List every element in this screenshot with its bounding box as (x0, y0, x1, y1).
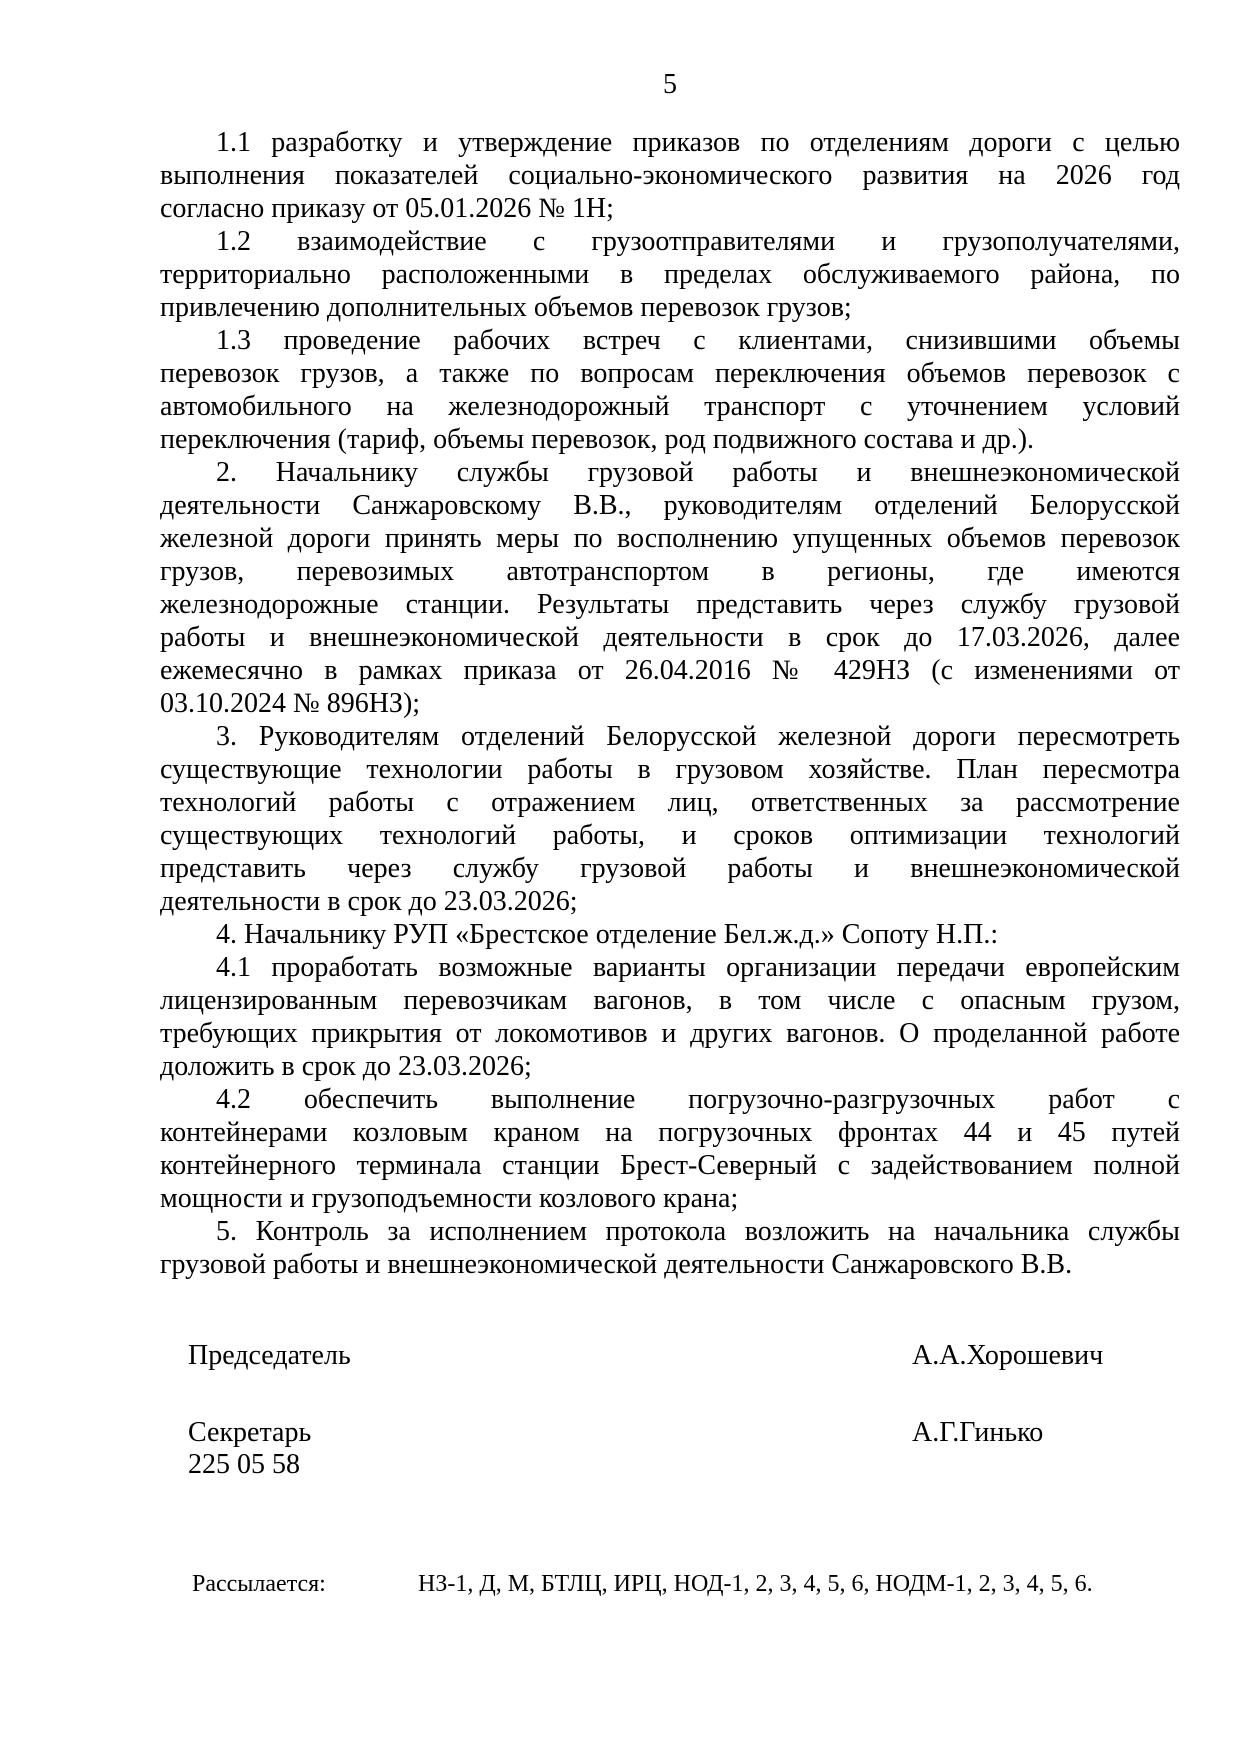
paragraph-line: лицензированным перевозчикам вагонов, в том числе с опасным грузом, (160, 985, 1180, 1016)
paragraph-line: работы и внешнеэкономической деятельности в срок до 17.03.2026, далее (160, 622, 1180, 653)
paragraph-line: 5. Контроль за исполнением протокола возложить на начальника службы (216, 1216, 1180, 1247)
signature-name-secretary: А.Г.Гинько (912, 1417, 1044, 1448)
paragraph (160, 456, 1180, 720)
distribution-list: НЗ-1, Д, М, БТЛЦ, ИРЦ, НОД-1, 2, 3, 4, 5, 6, НОДМ-1, 2, 3, 4, 5, 6. (418, 1571, 1093, 1597)
paragraph (160, 1083, 1180, 1215)
paragraph-line: железной дороги принять меры по восполнению упущенных объемов перевозок (160, 523, 1180, 554)
paragraph-line: 4. Начальнику РУП «Брестское отделение Бел.ж.д.» Сопоту Н.П.: (216, 919, 999, 950)
paragraph-line: перевозок грузов, а также по вопросам переключения объемов перевозок с (160, 358, 1180, 389)
page-number: 5 (663, 69, 677, 100)
paragraph-line: железнодорожные станции. Результаты представить через службу грузовой (160, 589, 1180, 620)
paragraph-line: выполнения показателей социально-экономического развития на 2026 год (160, 160, 1180, 191)
secretary-phone: 225 05 58 (188, 1449, 300, 1480)
paragraph-line: 1.2 взаимодействие с грузоотправителями и грузополучателями, (216, 226, 1180, 257)
paragraph (160, 324, 1180, 456)
paragraph-line: ежемесячно в рамках приказа от 26.04.2016 № 429НЗ (с изменениями от (160, 655, 1180, 686)
paragraph-line: деятельности Санжаровскому В.В., руководителям отделений Белорусской (160, 490, 1180, 521)
paragraph-line: существующих технологий работы, и сроков оптимизации технологий (160, 820, 1180, 851)
paragraph-line: представить через службу грузовой работы и внешнеэкономической (160, 853, 1180, 884)
signature-role-chairman: Председатель (188, 1340, 351, 1371)
paragraph-line: территориально расположенными в пределах обслуживаемого района, по (160, 259, 1180, 290)
paragraph-line: контейнерного терминала станции Брест-Северный с задействованием полной (160, 1150, 1180, 1181)
signature-name-chairman: А.А.Хорошевич (912, 1340, 1104, 1371)
paragraph-line: грузов, перевозимых автотранспортом в регионы, где имеются (160, 556, 1180, 587)
paragraph-line: согласно приказу от 05.01.2026 № 1Н; (160, 193, 614, 224)
paragraph-line: мощности и грузоподъемности козлового крана; (160, 1183, 739, 1214)
paragraph (160, 720, 1180, 918)
paragraph-line: технологий работы с отражением лиц, ответственных за рассмотрение (160, 787, 1180, 818)
paragraph-line: 03.10.2024 № 896НЗ); (160, 688, 421, 719)
paragraph-line: грузовой работы и внешнеэкономической деятельности Санжаровского В.В. (160, 1249, 1073, 1280)
paragraph-line: переключения (тариф, объемы перевозок, род подвижного состава и др.). (160, 424, 1035, 455)
paragraph-line: доложить в срок до 23.03.2026; (160, 1051, 532, 1082)
document-body (160, 126, 1180, 1281)
paragraph-line: 2. Начальнику службы грузовой работы и внешнеэкономической (216, 457, 1180, 488)
paragraph (160, 918, 1180, 951)
paragraph-line: привлечению дополнительных объемов перевозок грузов; (160, 292, 852, 323)
paragraph-line: 1.3 проведение рабочих встреч с клиентами, снизившими объемы (216, 325, 1180, 356)
signature-role-secretary: Секретарь (188, 1417, 312, 1448)
distribution-label: Рассылается: (192, 1571, 326, 1597)
paragraph (160, 1215, 1180, 1281)
paragraph-line: 1.1 разработку и утверждение приказов по отделениям дороги с целью (216, 127, 1180, 158)
paragraph-line: 4.2 обеспечить выполнение погрузочно-разгрузочных работ с (216, 1084, 1180, 1115)
paragraph-line: 3. Руководителям отделений Белорусской железной дороги пересмотреть (216, 721, 1180, 752)
paragraph-line: требующих прикрытия от локомотивов и других вагонов. О проделанной работе (160, 1018, 1180, 1049)
paragraph (160, 126, 1180, 225)
paragraph-line: 4.1 проработать возможные варианты организации передачи европейским (216, 952, 1180, 983)
paragraph-line: контейнерами козловым краном на погрузочных фронтах 44 и 45 путей (160, 1117, 1180, 1148)
paragraph (160, 951, 1180, 1083)
paragraph-line: существующие технологии работы в грузовом хозяйстве. План пересмотра (160, 754, 1180, 785)
paragraph-line: деятельности в срок до 23.03.2026; (160, 886, 578, 917)
paragraph (160, 225, 1180, 324)
paragraph-line: автомобильного на железнодорожный транспорт с уточнением условий (160, 391, 1180, 422)
